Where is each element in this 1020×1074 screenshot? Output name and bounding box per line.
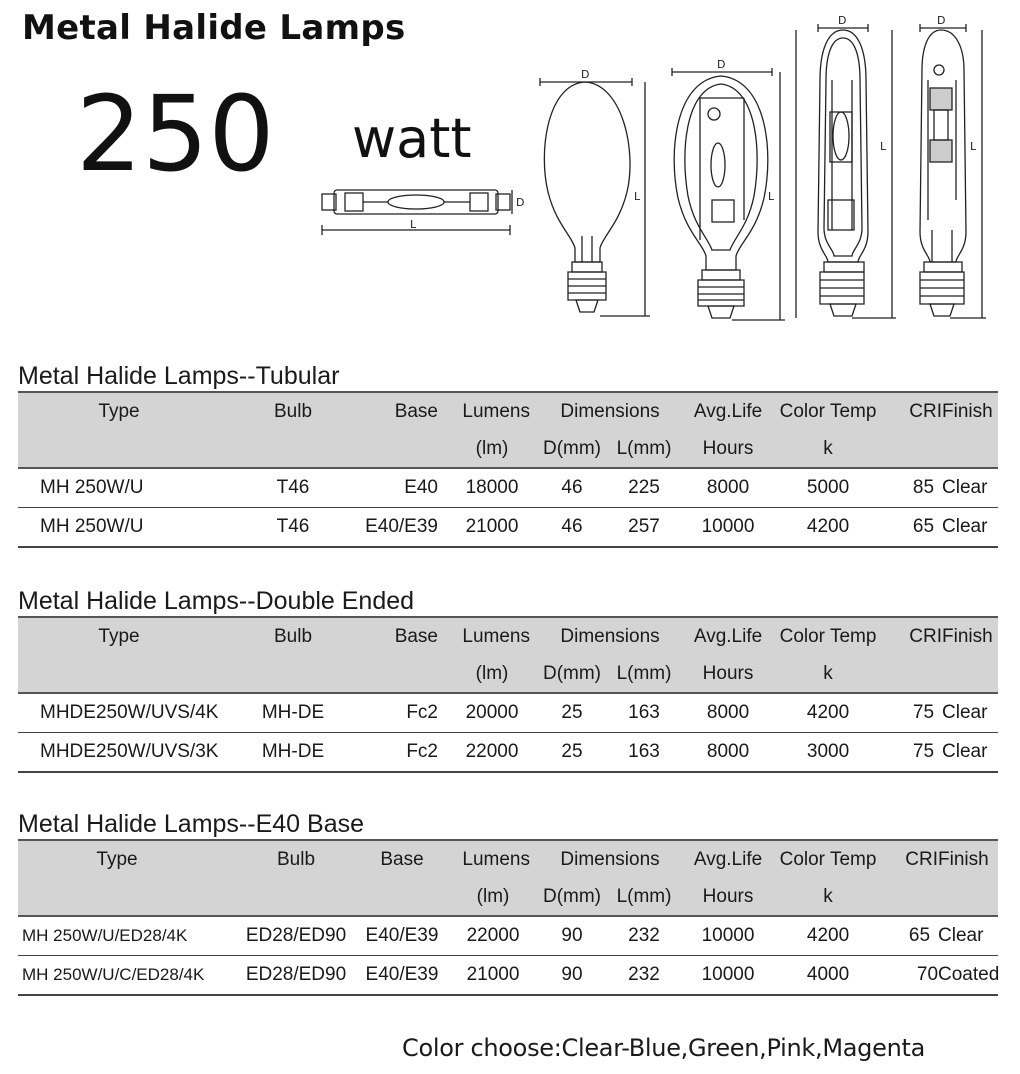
cell-cri: 75 bbox=[882, 693, 942, 733]
cell-cri: 85 bbox=[882, 468, 942, 508]
cell-life: 8000 bbox=[682, 468, 774, 508]
col-color-temp: Color Temp bbox=[774, 392, 882, 430]
col-bulb: Bulb bbox=[236, 840, 356, 878]
cell-d: 46 bbox=[538, 468, 606, 508]
cell-lumens: 22000 bbox=[448, 916, 538, 956]
col-avg-life: Avg.Life bbox=[682, 617, 774, 655]
cell-d: 46 bbox=[538, 508, 606, 548]
cell-lumens: 18000 bbox=[446, 468, 538, 508]
cell-cri: 65 bbox=[882, 916, 938, 956]
cell-base: E40/E39 bbox=[356, 916, 448, 956]
col-l-mm: L(mm) bbox=[606, 430, 682, 468]
col-lumens-unit: (lm) bbox=[448, 878, 538, 916]
col-k: k bbox=[774, 430, 882, 468]
col-cri: CRI bbox=[882, 392, 942, 430]
section-e40-base bbox=[18, 810, 998, 996]
cell-l: 257 bbox=[606, 508, 682, 548]
cell-base: E40 bbox=[336, 468, 446, 508]
cell-type: MH 250W/U/ED28/4K bbox=[18, 916, 236, 956]
page-title: Metal Halide Lamps bbox=[22, 8, 406, 48]
col-d-mm: D(mm) bbox=[538, 655, 606, 693]
cell-l: 163 bbox=[606, 693, 682, 733]
col-k: k bbox=[774, 878, 882, 916]
col-avg-life: Avg.Life bbox=[682, 840, 774, 878]
col-d-mm: D(mm) bbox=[538, 430, 606, 468]
col-type: Type bbox=[18, 840, 236, 878]
section-tubular bbox=[18, 362, 998, 548]
cell-lumens: 21000 bbox=[446, 508, 538, 548]
cell-bulb: T46 bbox=[250, 468, 336, 508]
cell-l: 232 bbox=[606, 916, 682, 956]
col-hours: Hours bbox=[682, 430, 774, 468]
cell-bulb: ED28/ED90 bbox=[236, 916, 356, 956]
col-l-mm: L(mm) bbox=[606, 878, 682, 916]
cell-type: MH 250W/U bbox=[18, 468, 250, 508]
cell-finish: Clear bbox=[942, 468, 998, 508]
cell-cri: 70 bbox=[882, 956, 938, 996]
col-dimensions: Dimensions bbox=[538, 392, 682, 430]
col-lumens: Lumens bbox=[448, 840, 538, 878]
col-finish: Finish bbox=[942, 392, 998, 430]
section-title: Metal Halide Lamps--E40 Base bbox=[18, 810, 364, 838]
col-bulb: Bulb bbox=[250, 617, 336, 655]
col-cri: CRI bbox=[882, 617, 942, 655]
cell-d: 90 bbox=[538, 916, 606, 956]
cell-life: 10000 bbox=[682, 956, 774, 996]
double-ended-l-label: L bbox=[410, 218, 417, 231]
col-lumens-unit: (lm) bbox=[446, 430, 538, 468]
cell-temp: 4200 bbox=[774, 693, 882, 733]
coated-ovoid-lamp-drawing bbox=[540, 68, 650, 316]
cell-bulb: T46 bbox=[250, 508, 336, 548]
col-color-temp: Color Temp bbox=[774, 617, 882, 655]
ed-l-label: L bbox=[768, 190, 775, 203]
section-double-ended bbox=[18, 587, 998, 773]
cell-l: 232 bbox=[606, 956, 682, 996]
cell-lumens: 21000 bbox=[448, 956, 538, 996]
col-dimensions: Dimensions bbox=[538, 617, 682, 655]
cell-lumens: 20000 bbox=[446, 693, 538, 733]
cell-bulb: MH-DE bbox=[250, 733, 336, 773]
table-row bbox=[18, 693, 998, 733]
cell-l: 163 bbox=[606, 733, 682, 773]
cell-base: E40/E39 bbox=[356, 956, 448, 996]
cell-type: MHDE250W/UVS/3K bbox=[18, 733, 250, 773]
cell-lumens: 22000 bbox=[446, 733, 538, 773]
col-dimensions: Dimensions bbox=[538, 840, 682, 878]
spec-table bbox=[18, 391, 998, 548]
lamp-diagrams bbox=[0, 0, 1020, 340]
col-d-mm: D(mm) bbox=[538, 878, 606, 916]
cell-l: 225 bbox=[606, 468, 682, 508]
col-type: Type bbox=[18, 392, 250, 430]
table-row bbox=[18, 468, 998, 508]
tubular2-d-label: D bbox=[937, 14, 946, 27]
col-lumens: Lumens bbox=[446, 392, 538, 430]
clear-ed-lamp-drawing bbox=[672, 58, 785, 320]
cell-temp: 5000 bbox=[774, 468, 882, 508]
wattage-unit: watt bbox=[352, 107, 472, 170]
cell-temp: 4000 bbox=[774, 956, 882, 996]
col-avg-life: Avg.Life bbox=[682, 392, 774, 430]
cell-life: 10000 bbox=[682, 508, 774, 548]
cell-d: 25 bbox=[538, 693, 606, 733]
cell-bulb: ED28/ED90 bbox=[236, 956, 356, 996]
cell-life: 10000 bbox=[682, 916, 774, 956]
cell-cri: 65 bbox=[882, 508, 942, 548]
cell-finish: Clear bbox=[938, 916, 998, 956]
table-row bbox=[18, 508, 998, 548]
cell-type: MH 250W/U/C/ED28/4K bbox=[18, 956, 236, 996]
col-base: Base bbox=[336, 617, 446, 655]
cell-temp: 3000 bbox=[774, 733, 882, 773]
tubular1-d-label: D bbox=[838, 14, 847, 27]
cell-finish: Clear bbox=[942, 693, 998, 733]
col-color-temp: Color Temp bbox=[774, 840, 882, 878]
cell-base: Fc2 bbox=[336, 733, 446, 773]
col-base: Base bbox=[356, 840, 448, 878]
cell-cri: 75 bbox=[882, 733, 942, 773]
cell-finish: Clear bbox=[942, 733, 998, 773]
spec-table bbox=[18, 616, 998, 773]
cell-temp: 4200 bbox=[774, 508, 882, 548]
col-bulb: Bulb bbox=[250, 392, 336, 430]
col-finish: Finish bbox=[938, 840, 998, 878]
cell-life: 8000 bbox=[682, 693, 774, 733]
ovoid-d-label: D bbox=[581, 68, 590, 81]
table-row bbox=[18, 733, 998, 773]
col-base: Base bbox=[336, 392, 446, 430]
col-l-mm: L(mm) bbox=[606, 655, 682, 693]
col-hours: Hours bbox=[682, 878, 774, 916]
col-lumens: Lumens bbox=[446, 617, 538, 655]
cell-type: MHDE250W/UVS/4K bbox=[18, 693, 250, 733]
cell-life: 8000 bbox=[682, 733, 774, 773]
ovoid-l-label: L bbox=[634, 190, 641, 203]
tubular1-l-label: L bbox=[880, 140, 887, 153]
table-row bbox=[18, 916, 998, 956]
section-title: Metal Halide Lamps--Tubular bbox=[18, 362, 340, 390]
ed-d-label: D bbox=[717, 58, 726, 71]
col-finish: Finish bbox=[942, 617, 998, 655]
section-title: Metal Halide Lamps--Double Ended bbox=[18, 587, 415, 615]
cell-finish: Clear bbox=[942, 508, 998, 548]
color-options-note: Color choose:Clear-Blue,Green,Pink,Magenta bbox=[402, 1034, 925, 1062]
col-lumens-unit: (lm) bbox=[446, 655, 538, 693]
double-ended-d-label: D bbox=[516, 196, 525, 209]
wattage-number: 250 bbox=[76, 73, 275, 195]
tubular-lamp-clear-drawing bbox=[920, 14, 986, 318]
cell-bulb: MH-DE bbox=[250, 693, 336, 733]
cell-d: 90 bbox=[538, 956, 606, 996]
spec-table bbox=[18, 839, 998, 996]
cell-temp: 4200 bbox=[774, 916, 882, 956]
cell-finish: Coated bbox=[938, 956, 998, 996]
double-ended-lamp-drawing bbox=[322, 190, 524, 235]
cell-base: Fc2 bbox=[336, 693, 446, 733]
cell-type: MH 250W/U bbox=[18, 508, 250, 548]
cell-d: 25 bbox=[538, 733, 606, 773]
col-k: k bbox=[774, 655, 882, 693]
cell-base: E40/E39 bbox=[336, 508, 446, 548]
col-type: Type bbox=[18, 617, 250, 655]
tubular2-l-label: L bbox=[970, 140, 977, 153]
col-hours: Hours bbox=[682, 655, 774, 693]
tubular-lamp-drawing bbox=[796, 14, 896, 318]
table-row bbox=[18, 956, 998, 996]
col-cri: CRI bbox=[882, 840, 938, 878]
